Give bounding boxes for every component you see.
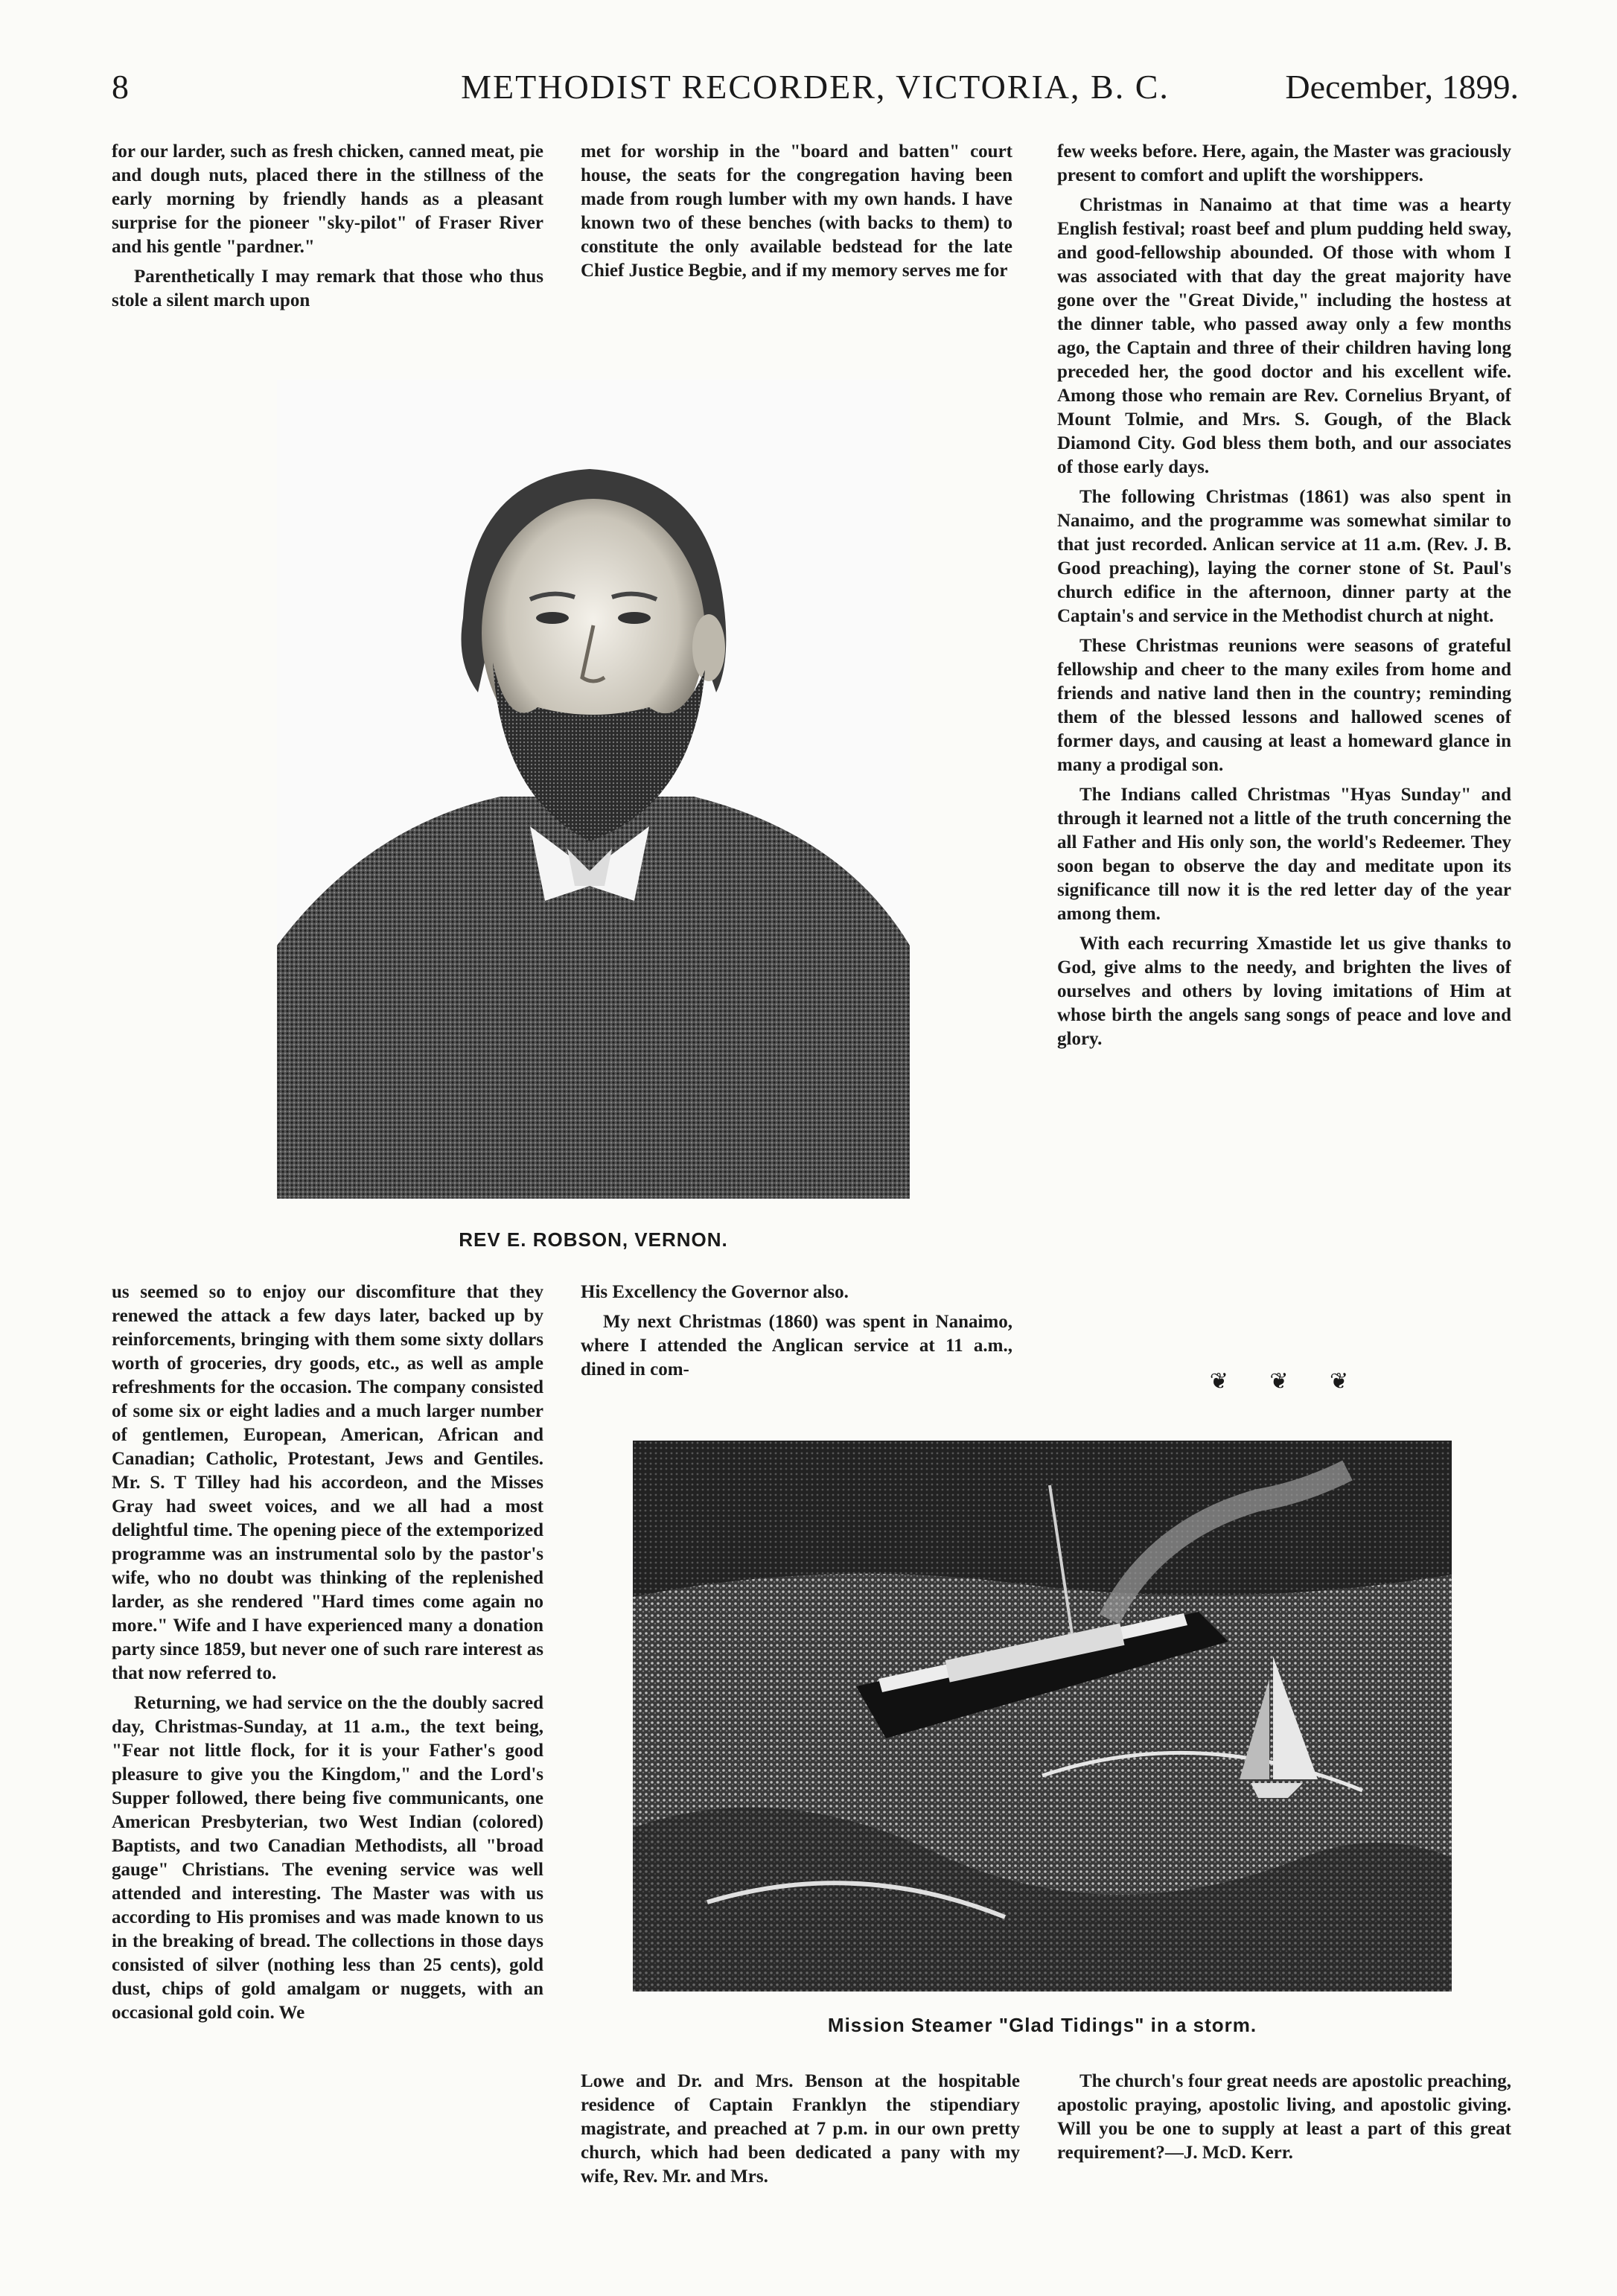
column-2-top bbox=[581, 140, 1012, 363]
paragraph: Christmas in Nanaimo at that time was a hearty English festival; roast beef and plum pudding held sway, and good-fellowship abounded. Of those with whom I was associated with that day the great majority have gone over the "Great Divide," including the hostess at the dinner table, who passed away only a few months ago, the Captain and three of their children having long preceded her, the good doctor and his excellent wife. Among those who remain are Rev. Cornelius Bryant, of Mount Tolmie, and Mrs. S. Gough, of the Black Diamond City. God bless them both, and our associates of those early days. bbox=[1057, 195, 1511, 477]
section-ornament: ❦ ❦ ❦ bbox=[1209, 1369, 1367, 1394]
portrait-photo bbox=[277, 380, 910, 1199]
page-header bbox=[112, 67, 1519, 119]
paragraph: The church's four great needs are apostolic preaching, apostolic praying, apostolic living, and apostolic giving. Will you be one to supply at least a part of this great requirement?—J. McD. Kerr. bbox=[1057, 2071, 1511, 2163]
paragraph: met for worship in the "board and batten" court house, the seats for the congregation having been made from rough lumber with my own hands. I have known two of these benches (with backs to them) to constitute the only available bedstead for the late Chief Justice Begbie, and if my memory serves me for bbox=[581, 141, 1012, 281]
portrait-image bbox=[277, 380, 910, 1199]
paragraph: The following Christmas (1861) was also spent in Nanaimo, and the programme was somewhat similar to that just recorded. Anlican service at 11 a.m. (Rev. J. B. Good preaching), laying the corner stone of St. Paul's church edifice in the afternoon, dinner party at the Captain's and service in the Methodist church at night. bbox=[1057, 487, 1511, 626]
steamer-caption: Mission Steamer "Glad Tidings" in a storm. bbox=[827, 2014, 1257, 2036]
paragraph: My next Christmas (1860) was spent in Nanaimo, where I attended the Anglican service at 11 a.m., dined in com- bbox=[581, 1312, 1012, 1380]
portrait-caption: REV E. ROBSON, VERNON. bbox=[459, 1228, 728, 1251]
paragraph: These Christmas reunions were seasons of grateful fellowship and cheer to the many exiles from home and friends and native land then in the country; reminding them of the blessed lessons and hallowed scenes of former days, and causing at least a homeward glance in many a prodigal son. bbox=[1057, 636, 1511, 775]
column-3-top bbox=[1057, 140, 1511, 1391]
column-2-middle bbox=[581, 1281, 1012, 1385]
paragraph: us seemed so to enjoy our discomfiture that they renewed the attack a few days later, backed up by reinforcements, bringing with them some sixty dollars worth of groceries, dry goods, etc., as well as ample refreshments for the occasion. The company consisted of some six or eight ladies and a much larger number of gentlemen, European, American, African and Canadian; Catholic, Protestant, Jews and Gentiles. Mr. S. T Tilley had his accordeon, and the Misses Gray had sweet voices, and we all had a most delightful time. The opening piece of the extemporized programme was an instrumental solo by the pastor's wife, who no doubt was thinking of the replenished larder, as she rendered "Hard times come again no more." Wife and I have experienced many a donation party since 1859, but never one of such rare interest as that now referred to. bbox=[112, 1282, 543, 1683]
column-1-top bbox=[112, 140, 543, 363]
paragraph: With each recurring Xmastide let us give thanks to God, give alms to the needy, and brighten the lives of ourselves and others by loving imitations of Him at whose birth the angels sang songs of peace and love and glory. bbox=[1057, 934, 1511, 1049]
column-1-bottom bbox=[112, 1281, 543, 2248]
paragraph: few weeks before. Here, again, the Master was graciously present to comfort and uplift the worshippers. bbox=[1057, 141, 1511, 185]
paragraph: Returning, we had service on the the doubly sacred day, Christmas-Sunday, at 11 a.m., the text being, "Fear not little flock, for it is your Father's good pleasure to give you the Kingdom," and the Lord's Supper followed, there being five communicants, one American Presbyterian, two West Indian (colored) Baptists, and two Canadian Methodists, all "broad gauge" Christians. The evening service was well attended and interesting. The Master was with us according to His promises and was made known to us in the breaking of bread. The collections in those days consisted of silver (nothing less than 25 cents), gold dust, chips of gold amalgam or nuggets, with an occasional gold coin. We bbox=[112, 1693, 543, 2023]
paragraph: His Excellency the Governor also. bbox=[581, 1282, 849, 1302]
column-3-bottom bbox=[1057, 2070, 1511, 2219]
column-2-bottom bbox=[581, 2070, 1020, 2219]
page-number: 8 bbox=[112, 68, 129, 106]
paragraph: Parenthetically I may remark that those who thus stole a silent march upon bbox=[112, 267, 543, 310]
steamer-photo bbox=[633, 1441, 1452, 1992]
paragraph: for our larder, such as fresh chicken, canned meat, pie and dough nuts, placed there in the stillness of the early morning by friendly hands as a pleasant surprise for the pioneer "sky-pilot" of Fraser River and his gentle "pardner." bbox=[112, 141, 543, 257]
paragraph: The Indians called Christmas "Hyas Sunday" and through it learned not a little of the truth concerning the all Father and His only son, the world's Redeemer. They soon began to observe the day and meditate upon its significance till now it is the red letter day of the year among them. bbox=[1057, 785, 1511, 924]
masthead-title: METHODIST RECORDER, VICTORIA, B. C. bbox=[461, 68, 1170, 106]
paragraph: Lowe and Dr. and Mrs. Benson at the hospitable residence of Captain Franklyn the stipendiary magistrate, and preached at 7 p.m. in our own pretty church, which had been dedicated a pany with my wife, Rev. Mr. and Mrs. bbox=[581, 2071, 1020, 2187]
steamer-image bbox=[633, 1441, 1452, 1992]
issue-date: December, 1899. bbox=[1285, 68, 1519, 106]
